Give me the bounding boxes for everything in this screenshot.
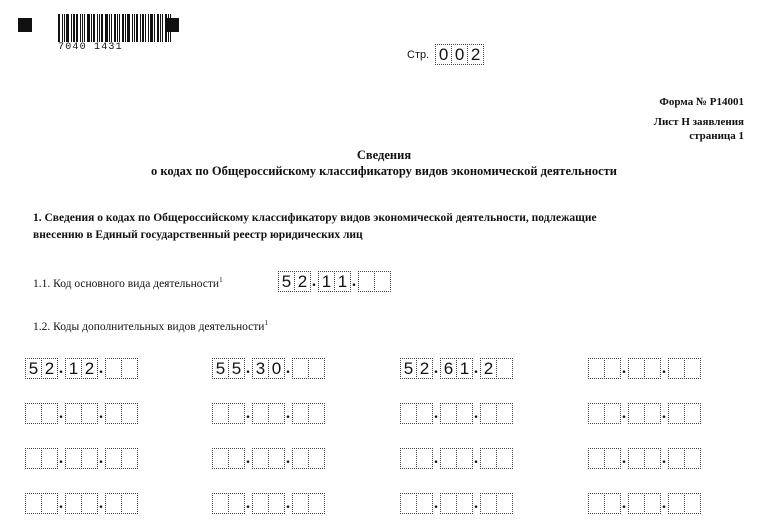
barcode-bar	[73, 14, 75, 42]
digit-cell[interactable]	[65, 448, 82, 469]
digit-group	[252, 358, 284, 379]
digit-cell[interactable]	[268, 493, 285, 514]
digit-cell[interactable]	[440, 403, 457, 424]
code-separator: .	[246, 405, 250, 422]
title-line-1: Сведения	[356, 148, 412, 162]
barcode-bar	[157, 14, 159, 42]
digit-cell[interactable]: 2	[81, 358, 98, 379]
section-1-line-2: внесению в Единый государственный реестр юридических лиц	[33, 229, 363, 241]
digit-cell[interactable]	[644, 448, 661, 469]
digit-cell[interactable]	[440, 493, 457, 514]
code-separator: .	[662, 360, 666, 377]
barcode-bar	[148, 14, 149, 42]
digit-group	[480, 493, 512, 514]
digit-group	[292, 493, 324, 514]
digit-cell[interactable]	[41, 448, 58, 469]
barcode-bar	[145, 14, 146, 42]
page-number	[407, 44, 483, 65]
digit-group	[400, 358, 432, 379]
digit-cell[interactable]	[81, 493, 98, 514]
code-separator: .	[434, 450, 438, 467]
digit-cell[interactable]	[480, 448, 497, 469]
digit-cell[interactable]	[292, 358, 309, 379]
digit-cell[interactable]: 5	[212, 358, 229, 379]
digit-group	[65, 403, 97, 424]
section-1-heading	[33, 210, 597, 244]
barcode-bar	[64, 14, 65, 42]
digit-cell[interactable]	[644, 403, 661, 424]
barcode-bar	[162, 14, 163, 42]
barcode-bar	[76, 14, 78, 42]
digit-group	[480, 358, 512, 379]
barcode-bar	[122, 14, 124, 42]
digit-cell[interactable]	[81, 403, 98, 424]
digit-cell[interactable]	[41, 493, 58, 514]
digit-group	[588, 403, 620, 424]
barcode-bar	[71, 14, 72, 42]
digit-cell[interactable]: 1	[456, 358, 473, 379]
digit-cell[interactable]	[358, 271, 375, 292]
digit-group	[358, 271, 390, 292]
digit-cell[interactable]	[105, 403, 122, 424]
barcode-bar	[150, 14, 153, 42]
digit-cell[interactable]	[105, 358, 122, 379]
registration-marker-left	[18, 18, 32, 32]
barcode-bar	[97, 14, 98, 42]
code-separator: .	[434, 495, 438, 512]
main-code-field[interactable]	[278, 271, 390, 292]
barcode-bar	[93, 14, 95, 42]
digit-group	[292, 358, 324, 379]
digit-group	[25, 493, 57, 514]
digit-group	[212, 448, 244, 469]
digit-cell[interactable]	[400, 448, 417, 469]
digit-cell[interactable]: 0	[435, 44, 452, 65]
additional-code-field[interactable]	[588, 358, 700, 379]
digit-cell[interactable]	[292, 493, 309, 514]
digit-cell[interactable]: 1	[318, 271, 335, 292]
digit-cell[interactable]	[308, 358, 325, 379]
digit-group	[440, 403, 472, 424]
additional-code-field[interactable]	[212, 403, 324, 424]
digit-group	[292, 403, 324, 424]
digit-cell[interactable]: 5	[400, 358, 417, 379]
digit-group	[400, 448, 432, 469]
digit-group	[65, 448, 97, 469]
digit-cell[interactable]	[496, 493, 513, 514]
digit-group	[480, 448, 512, 469]
digit-group	[318, 271, 350, 292]
digit-cell[interactable]	[25, 448, 42, 469]
digit-group	[252, 403, 284, 424]
main-code-footnote: 1	[219, 276, 223, 284]
digit-cell[interactable]	[105, 448, 122, 469]
digit-cell[interactable]	[588, 448, 605, 469]
additional-code-field[interactable]	[400, 493, 512, 514]
digit-group	[212, 493, 244, 514]
barcode-bar	[119, 14, 120, 42]
digit-cell[interactable]	[252, 493, 269, 514]
digit-group	[588, 493, 620, 514]
digit-cell[interactable]	[604, 448, 621, 469]
digit-cell[interactable]	[292, 448, 309, 469]
digit-cell[interactable]	[268, 448, 285, 469]
additional-code-field[interactable]	[25, 358, 137, 379]
digit-cell[interactable]	[668, 448, 685, 469]
digit-group	[25, 358, 57, 379]
digit-cell[interactable]: 5	[278, 271, 295, 292]
digit-cell[interactable]	[121, 448, 138, 469]
additional-code-field[interactable]	[25, 403, 137, 424]
digit-group	[105, 358, 137, 379]
additional-code-field[interactable]	[212, 493, 324, 514]
digit-cell[interactable]: 0	[451, 44, 468, 65]
digit-cell[interactable]	[496, 358, 513, 379]
additional-codes-label	[33, 319, 268, 333]
barcode-bar	[66, 14, 69, 42]
page-label: Стр.	[407, 48, 430, 61]
digit-group	[480, 403, 512, 424]
additional-code-field[interactable]	[212, 358, 324, 379]
digit-cell[interactable]	[604, 403, 621, 424]
code-separator: .	[246, 495, 250, 512]
digit-cell[interactable]: 2	[294, 271, 311, 292]
digit-cell[interactable]	[212, 493, 229, 514]
digit-cell[interactable]	[668, 403, 685, 424]
digit-cell[interactable]	[212, 448, 229, 469]
barcode-bar	[114, 14, 116, 42]
digit-cell[interactable]	[308, 448, 325, 469]
digit-cell[interactable]	[684, 448, 701, 469]
digit-group	[440, 493, 472, 514]
digit-cell[interactable]	[228, 403, 245, 424]
barcode-bar	[140, 14, 141, 42]
barcode	[58, 14, 173, 53]
barcode-bar	[84, 14, 85, 42]
digit-cell[interactable]	[456, 493, 473, 514]
digit-cell[interactable]	[644, 358, 661, 379]
barcode-bar	[127, 14, 130, 42]
barcode-bar	[87, 14, 90, 42]
digit-cell[interactable]: 1	[65, 358, 82, 379]
digit-cell[interactable]: 5	[25, 358, 42, 379]
digit-cell[interactable]	[65, 493, 82, 514]
digit-cell[interactable]	[268, 403, 285, 424]
additional-code-field[interactable]	[588, 448, 700, 469]
digit-cell[interactable]	[121, 358, 138, 379]
digit-cell[interactable]	[228, 448, 245, 469]
code-separator: .	[434, 360, 438, 377]
digit-cell[interactable]: 0	[268, 358, 285, 379]
barcode-bars	[58, 14, 173, 42]
digit-cell[interactable]: 2	[467, 44, 484, 65]
digit-group	[212, 358, 244, 379]
additional-codes-footnote: 1	[264, 319, 268, 327]
main-code-label-text: 1.1. Код основного вида деятельности	[33, 277, 220, 290]
digit-cell[interactable]	[684, 358, 701, 379]
barcode-bar	[111, 14, 112, 42]
additional-codes-label-text: 1.2. Коды дополнительных видов деятельности	[33, 320, 265, 333]
digit-cell[interactable]	[81, 448, 98, 469]
additional-code-field[interactable]	[212, 448, 324, 469]
code-separator: .	[286, 360, 290, 377]
digit-group	[440, 358, 472, 379]
digit-cell[interactable]	[416, 493, 433, 514]
digit-group	[440, 448, 472, 469]
digit-group	[65, 493, 97, 514]
digit-group	[628, 403, 660, 424]
barcode-bar	[154, 14, 155, 42]
code-separator: .	[622, 360, 626, 377]
barcode-bar	[142, 14, 144, 42]
digit-cell[interactable]: 3	[252, 358, 269, 379]
digit-cell[interactable]	[604, 358, 621, 379]
digit-group	[588, 358, 620, 379]
barcode-bar	[170, 14, 171, 42]
digit-cell[interactable]	[400, 403, 417, 424]
digit-group	[628, 448, 660, 469]
digit-cell[interactable]: 2	[416, 358, 433, 379]
digit-cell[interactable]	[604, 493, 621, 514]
digit-group	[25, 448, 57, 469]
code-separator: .	[312, 273, 316, 290]
digit-group	[668, 403, 700, 424]
sheet-page: страница 1	[689, 130, 744, 142]
digit-cell[interactable]	[374, 271, 391, 292]
digit-group	[25, 403, 57, 424]
code-separator: .	[286, 495, 290, 512]
digit-group	[400, 493, 432, 514]
barcode-bar	[160, 14, 161, 42]
digit-cell[interactable]	[456, 448, 473, 469]
digit-cell[interactable]	[41, 403, 58, 424]
code-separator: .	[622, 405, 626, 422]
digit-cell[interactable]	[308, 403, 325, 424]
barcode-bar	[117, 14, 118, 42]
digit-group	[252, 493, 284, 514]
code-separator: .	[99, 360, 103, 377]
digit-group	[105, 448, 137, 469]
document-title	[0, 147, 768, 179]
code-separator: .	[474, 360, 478, 377]
code-separator: .	[474, 495, 478, 512]
digit-group	[252, 448, 284, 469]
sheet-name: Лист Н заявления	[653, 116, 744, 128]
code-separator: .	[622, 495, 626, 512]
digit-cell[interactable]	[440, 448, 457, 469]
digit-cell[interactable]	[252, 403, 269, 424]
additional-code-field[interactable]	[400, 448, 512, 469]
digit-cell[interactable]	[228, 493, 245, 514]
digit-group	[278, 271, 310, 292]
code-separator: .	[474, 450, 478, 467]
digit-group	[588, 448, 620, 469]
digit-cell[interactable]	[252, 448, 269, 469]
additional-code-field[interactable]	[588, 403, 700, 424]
additional-code-field[interactable]	[588, 493, 700, 514]
digit-cell[interactable]	[684, 493, 701, 514]
digit-cell[interactable]	[121, 403, 138, 424]
code-separator: .	[352, 273, 356, 290]
code-separator: .	[99, 450, 103, 467]
digit-cell[interactable]	[684, 403, 701, 424]
digit-group	[105, 493, 137, 514]
digit-cell[interactable]	[628, 448, 645, 469]
digit-group	[668, 448, 700, 469]
digit-cell[interactable]	[668, 358, 685, 379]
digit-cell[interactable]	[480, 403, 497, 424]
barcode-bar	[109, 14, 110, 42]
digit-cell[interactable]	[588, 493, 605, 514]
code-separator: .	[246, 450, 250, 467]
code-separator: .	[622, 450, 626, 467]
digit-cell[interactable]	[456, 403, 473, 424]
additional-code-field[interactable]	[400, 358, 512, 379]
digit-group	[105, 403, 137, 424]
barcode-bar	[136, 14, 138, 42]
digit-cell[interactable]	[308, 493, 325, 514]
code-separator: .	[286, 450, 290, 467]
digit-cell[interactable]	[292, 403, 309, 424]
digit-cell[interactable]	[588, 358, 605, 379]
barcode-bar	[99, 14, 100, 42]
code-separator: .	[59, 495, 63, 512]
digit-cell[interactable]: 5	[228, 358, 245, 379]
digit-cell[interactable]: 2	[480, 358, 497, 379]
digit-cell[interactable]	[628, 493, 645, 514]
digit-group	[668, 358, 700, 379]
digit-cell[interactable]	[65, 403, 82, 424]
barcode-bar	[80, 14, 81, 42]
digit-cell[interactable]	[416, 448, 433, 469]
code-separator: .	[99, 405, 103, 422]
digit-cell[interactable]	[212, 403, 229, 424]
digit-cell[interactable]	[628, 403, 645, 424]
digit-cell[interactable]	[121, 493, 138, 514]
main-code-label	[33, 276, 223, 290]
code-separator: .	[662, 405, 666, 422]
digit-cell[interactable]: 2	[41, 358, 58, 379]
code-separator: .	[59, 360, 63, 377]
digit-cell[interactable]	[496, 448, 513, 469]
title-line-2: о кодах по Общероссийскому классификатору видов экономической деятельности	[151, 164, 617, 178]
digit-cell[interactable]	[25, 403, 42, 424]
additional-code-field[interactable]	[400, 403, 512, 424]
code-separator: .	[434, 405, 438, 422]
digit-cell[interactable]	[416, 403, 433, 424]
digit-group	[628, 358, 660, 379]
barcode-bar	[134, 14, 135, 42]
code-separator: .	[474, 405, 478, 422]
barcode-bar	[125, 14, 126, 42]
barcode-bar	[105, 14, 108, 42]
form-name: Форма № Р14001	[659, 96, 744, 108]
digit-group	[212, 403, 244, 424]
additional-code-field[interactable]	[25, 493, 137, 514]
digit-group	[628, 493, 660, 514]
barcode-bar	[82, 14, 83, 42]
barcode-bar	[58, 14, 60, 42]
page-number-cells	[435, 44, 483, 65]
digit-cell[interactable]	[105, 493, 122, 514]
digit-cell[interactable]	[628, 358, 645, 379]
code-separator: .	[59, 405, 63, 422]
code-separator: .	[662, 495, 666, 512]
code-separator: .	[99, 495, 103, 512]
digit-cell[interactable]	[480, 493, 497, 514]
digit-group	[292, 448, 324, 469]
digit-cell[interactable]	[668, 493, 685, 514]
digit-group	[400, 403, 432, 424]
code-separator: .	[246, 360, 250, 377]
barcode-bar	[132, 14, 133, 42]
barcode-bar	[168, 14, 169, 42]
code-separator: .	[662, 450, 666, 467]
digit-group	[668, 493, 700, 514]
form-header	[654, 95, 744, 143]
code-separator: .	[286, 405, 290, 422]
digit-cell[interactable]	[496, 403, 513, 424]
section-1-line-1: 1. Сведения о кодах по Общероссийскому классификатору видов экономической деятельности, подлежащие	[33, 212, 597, 224]
barcode-bar	[101, 14, 103, 42]
digit-cell[interactable]: 6	[440, 358, 457, 379]
barcode-bar	[91, 14, 92, 42]
additional-code-field[interactable]	[25, 448, 137, 469]
digit-cell[interactable]	[588, 403, 605, 424]
barcode-bar	[62, 14, 63, 42]
digit-cell[interactable]	[644, 493, 661, 514]
barcode-bar	[165, 14, 167, 42]
digit-cell[interactable]	[25, 493, 42, 514]
barcode-number: 7040 1431	[58, 42, 123, 53]
code-separator: .	[59, 450, 63, 467]
digit-group	[65, 358, 97, 379]
digit-cell[interactable]	[400, 493, 417, 514]
digit-cell[interactable]: 1	[334, 271, 351, 292]
